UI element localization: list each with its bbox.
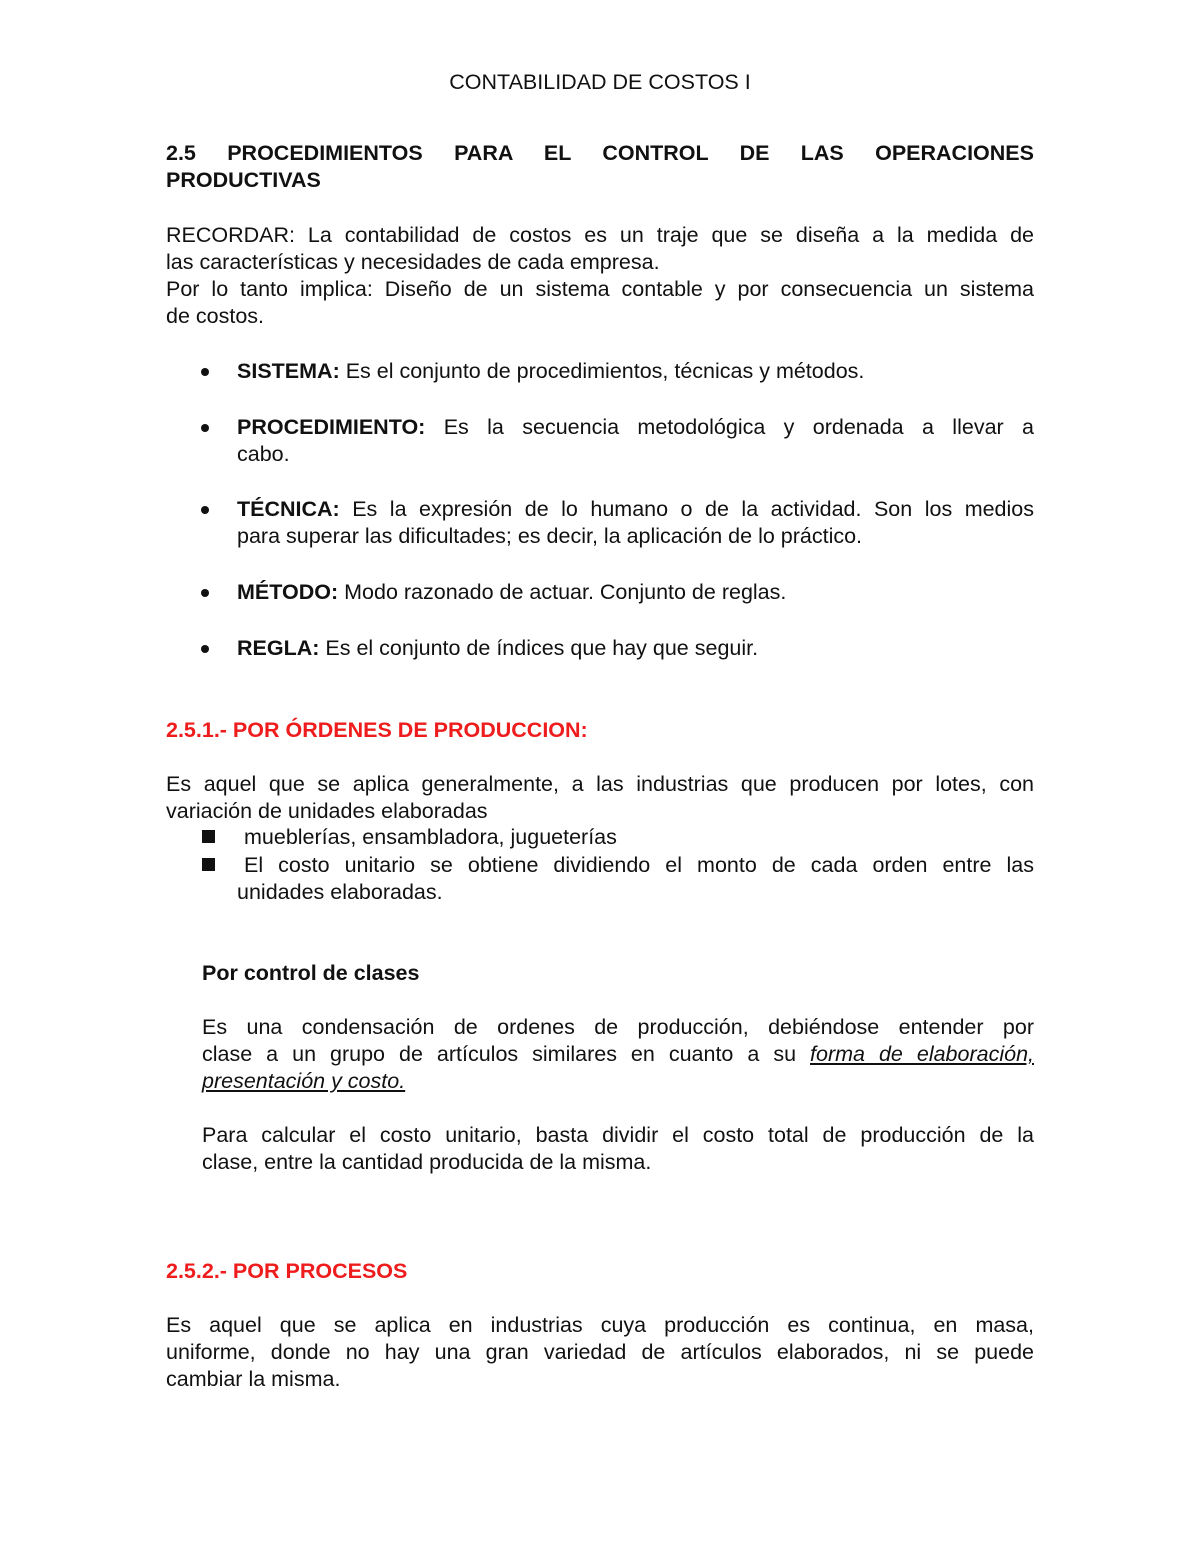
definition-term: MÉTODO: (237, 580, 339, 604)
definition-metodo (237, 579, 786, 606)
ordenes-bullet-2: El costo unitario se obtiene dividiendo el monto de cada orden entre las (244, 853, 1034, 877)
definition-text: Es el conjunto de procedimientos, técnicas y métodos. (339, 359, 865, 383)
bullet-dot-icon (201, 645, 209, 653)
definition-sistema (237, 358, 864, 385)
definition-term: PROCEDIMIENTO: (237, 415, 426, 439)
subsection-heading-ordenes: 2.5.1.- POR ÓRDENES DE PRODUCCION: (166, 718, 588, 742)
control-clases-p2-line-2: clase, entre la cantidad producida de la misma. (202, 1150, 652, 1174)
definition-text: Es la expresión de lo humano o de la actividad. Son los medios (339, 497, 1034, 521)
intro-line-3: Por lo tanto implica: Diseño de un sistema contable y por consecuencia un sistema (166, 277, 1034, 301)
definition-term: TÉCNICA: (237, 497, 340, 521)
ordenes-paragraph-line-1: Es aquel que se aplica generalmente, a las industrias que producen por lotes, con (166, 772, 1034, 796)
control-clases-line-2 (202, 1041, 1034, 1068)
bullet-square-icon (202, 830, 215, 843)
control-clases-line-1: Es una condensación de ordenes de producción, debiéndose entender por (202, 1015, 1034, 1039)
bullet-square-icon (202, 858, 215, 871)
control-clases-p2-line-1: Para calcular el costo unitario, basta dividir el costo total de producción de la (202, 1123, 1034, 1147)
definition-tecnica-line-2: para superar las dificultades; es decir, la aplicación de lo práctico. (237, 524, 863, 548)
ordenes-bullet-2-line-2: unidades elaboradas. (237, 880, 443, 904)
procesos-paragraph-line-2: uniforme, donde no hay una gran variedad de artículos elaborados, ni se puede (166, 1340, 1034, 1364)
ordenes-paragraph-line-2: variación de unidades elaboradas (166, 799, 488, 823)
intro-line-1: RECORDAR: La contabilidad de costos es un traje que se diseña a la medida de (166, 223, 1034, 247)
bullet-dot-icon (201, 424, 209, 432)
intro-line-4: de costos. (166, 304, 264, 328)
definition-procedimiento (237, 414, 1034, 441)
definition-procedimiento-line-2: cabo. (237, 442, 290, 466)
procesos-paragraph-line-1: Es aquel que se aplica en industrias cuya producción es continua, en masa, (166, 1313, 1034, 1337)
definition-term: REGLA: (237, 636, 320, 660)
subsection-heading-procesos: 2.5.2.- POR PROCESOS (166, 1259, 408, 1283)
control-clases-heading: Por control de clases (202, 961, 420, 985)
bullet-dot-icon (201, 368, 209, 376)
control-clases-text: clase a un grupo de artículos similares en cuanto a su (202, 1042, 811, 1066)
bullet-dot-icon (201, 589, 209, 597)
definition-term: SISTEMA: (237, 359, 340, 383)
definition-text: Es la secuencia metodológica y ordenada a llevar a (425, 415, 1034, 439)
bullet-dot-icon (201, 506, 209, 514)
intro-line-2: las características y necesidades de cada empresa. (166, 250, 660, 274)
document-header: CONTABILIDAD DE COSTOS I (449, 70, 751, 94)
section-title-line-2: PRODUCTIVAS (166, 168, 321, 192)
procesos-paragraph-line-3: cambiar la misma. (166, 1367, 341, 1391)
control-clases-line-3: presentación y costo. (202, 1069, 406, 1093)
ordenes-bullet-1: mueblerías, ensambladora, jugueterías (244, 825, 617, 849)
emphasis-text: forma de elaboración, (810, 1042, 1034, 1066)
definition-text: Modo razonado de actuar. Conjunto de reglas. (338, 580, 787, 604)
section-title-line-1: 2.5 PROCEDIMIENTOS PARA EL CONTROL DE LAS OPERACIONES (166, 141, 1034, 165)
definition-text: Es el conjunto de índices que hay que seguir. (319, 636, 759, 660)
definition-tecnica (237, 496, 1034, 523)
definition-regla (237, 635, 758, 662)
